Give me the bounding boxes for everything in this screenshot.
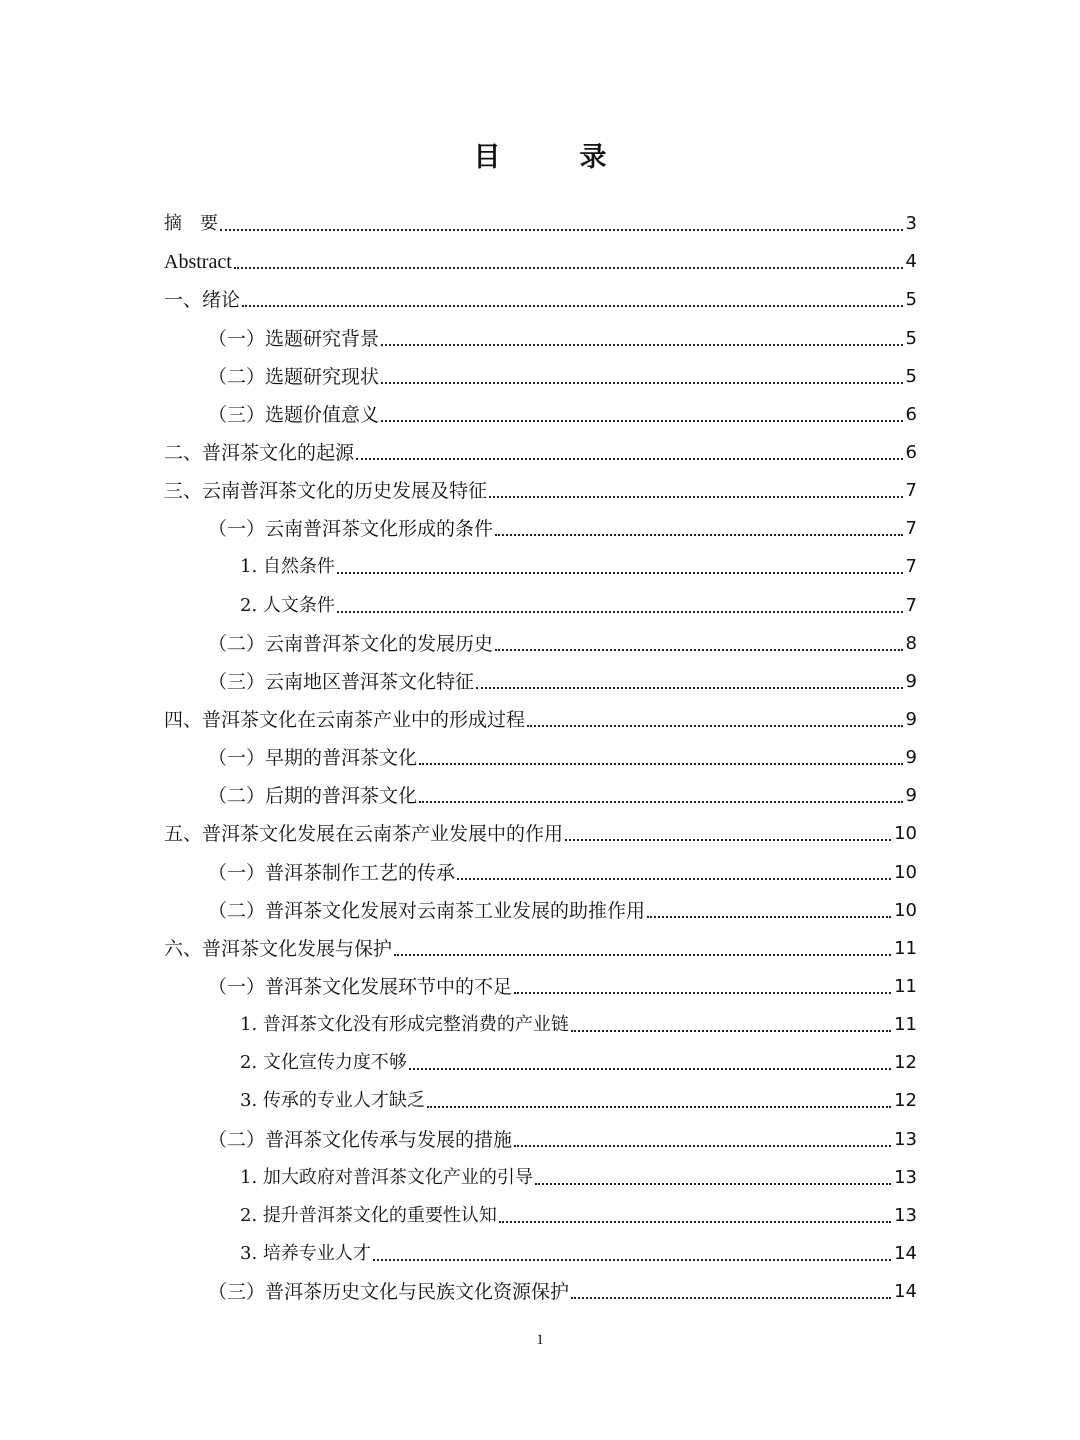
toc-entry-section-5-2[interactable] [164, 889, 917, 927]
dot-leader [394, 954, 891, 956]
toc-entry-label: （三）云南地区普洱茶文化特征 [208, 670, 475, 693]
toc-entry-label: （二）后期的普洱茶文化 [208, 785, 418, 808]
dot-leader [495, 534, 903, 536]
toc-entry-chapter-6[interactable] [164, 927, 917, 965]
dot-leader [514, 1145, 891, 1147]
dot-leader [489, 496, 903, 498]
toc-entry-page: 13 [894, 1128, 917, 1150]
toc-entry-label: 2. 提升普洱茶文化的重要性认知 [240, 1204, 497, 1226]
toc-entry-section-3-3[interactable] [164, 660, 917, 698]
toc-entry-label: （二）选题研究现状 [208, 365, 380, 388]
dot-leader [381, 420, 903, 422]
toc-entry-label: 三、云南普洱茶文化的历史发展及特征 [164, 480, 488, 503]
dot-leader [499, 1221, 891, 1223]
toc-entry-page: 9 [905, 708, 917, 730]
toc-entry-label: （一）普洱茶制作工艺的传承 [208, 861, 456, 884]
dot-leader [419, 801, 903, 803]
toc-entry-page: 4 [905, 251, 917, 273]
toc-entry-label: 六、普洱茶文化发展与保护 [164, 937, 393, 960]
dot-leader [242, 305, 903, 307]
toc-entry-page: 11 [894, 937, 917, 959]
dot-leader [495, 649, 903, 651]
toc-entry-label: （二）普洱茶文化传承与发展的措施 [208, 1128, 513, 1151]
toc-entry-label: （一）普洱茶文化发展环节中的不足 [208, 975, 513, 998]
dot-leader [337, 611, 903, 613]
toc-entry-label: 一、绪论 [164, 289, 241, 312]
toc-entry-label: 3. 传承的专业人才缺乏 [240, 1090, 425, 1112]
toc-entry-label: （一）云南普洱茶文化形成的条件 [208, 518, 494, 541]
toc-entry-page: 8 [905, 632, 917, 654]
toc-entry-page: 5 [905, 289, 917, 311]
toc-entry-section-1-1[interactable] [164, 316, 917, 354]
toc-entry-page: 9 [905, 785, 917, 807]
toc-entry-page: 13 [894, 1204, 917, 1226]
dot-leader [409, 1068, 891, 1070]
toc-entry-page: 11 [894, 1014, 917, 1036]
toc-entry-section-3-2[interactable] [164, 622, 917, 660]
toc-entry-subsection-6-1-2[interactable] [164, 1041, 917, 1079]
toc-entry-label: 2. 人文条件 [240, 594, 335, 616]
toc-entry-label: 四、普洱茶文化在云南茶产业中的形成过程 [164, 708, 526, 731]
dot-leader [220, 229, 903, 231]
toc-entry-section-3-1[interactable] [164, 507, 917, 545]
toc-entry-page: 12 [894, 1090, 917, 1112]
dot-leader [535, 1183, 891, 1185]
table-of-contents [164, 202, 917, 1308]
dot-leader [565, 839, 891, 841]
toc-entry-subsection-6-1-3[interactable] [164, 1079, 917, 1117]
dot-leader [234, 267, 903, 269]
dot-leader [457, 878, 891, 880]
toc-entry-subsection-6-2-1[interactable] [164, 1156, 917, 1194]
dot-leader [527, 725, 903, 727]
toc-entry-subsection-3-1-2[interactable] [164, 583, 917, 621]
toc-entry-page: 10 [894, 823, 917, 845]
toc-entry-chapter-1[interactable] [164, 278, 917, 316]
toc-entry-page: 10 [894, 899, 917, 921]
toc-entry-section-1-3[interactable] [164, 393, 917, 431]
page-number: 1 [536, 1332, 544, 1348]
toc-entry-section-4-1[interactable] [164, 736, 917, 774]
toc-entry-label: 2. 文化宣传力度不够 [240, 1052, 407, 1074]
dot-leader [476, 687, 903, 689]
toc-entry-subsection-6-2-2[interactable] [164, 1194, 917, 1232]
toc-entry-page: 9 [905, 747, 917, 769]
toc-entry-page: 6 [905, 441, 917, 463]
toc-entry-page: 7 [905, 594, 917, 616]
toc-entry-label: Abstract [164, 251, 232, 274]
toc-entry-chapter-5[interactable] [164, 812, 917, 850]
toc-entry-page: 7 [905, 518, 917, 540]
dot-leader [381, 382, 903, 384]
toc-entry-label: 五、普洱茶文化发展在云南茶产业发展中的作用 [164, 823, 564, 846]
toc-entry-page: 7 [905, 556, 917, 578]
toc-entry-page: 13 [894, 1166, 917, 1188]
toc-entry-page: 11 [894, 975, 917, 997]
toc-entry-label: 1. 普洱茶文化没有形成完整消费的产业链 [240, 1014, 569, 1036]
toc-entry-page: 12 [894, 1052, 917, 1074]
toc-entry-page: 7 [905, 480, 917, 502]
toc-entry-chapter-3[interactable] [164, 469, 917, 507]
toc-entry-chapter-4[interactable] [164, 698, 917, 736]
toc-entry-label: （二）云南普洱茶文化的发展历史 [208, 632, 494, 655]
toc-entry-section-5-1[interactable] [164, 850, 917, 888]
toc-entry-page: 10 [894, 861, 917, 883]
dot-leader [381, 344, 903, 346]
toc-entry-label: 1. 加大政府对普洱茶文化产业的引导 [240, 1166, 533, 1188]
dot-leader [427, 1106, 891, 1108]
toc-entry-subsection-3-1-1[interactable] [164, 545, 917, 583]
toc-entry-section-4-2[interactable] [164, 774, 917, 812]
toc-entry-page: 14 [894, 1242, 917, 1264]
toc-entry-section-1-2[interactable] [164, 355, 917, 393]
dot-leader [514, 992, 891, 994]
toc-entry-section-6-3[interactable] [164, 1270, 917, 1308]
toc-entry-page: 5 [905, 365, 917, 387]
document-title: 目 录 [473, 142, 633, 173]
dot-leader [337, 572, 903, 574]
toc-entry-chapter-2[interactable] [164, 431, 917, 469]
toc-entry-section-6-2[interactable] [164, 1117, 917, 1155]
toc-entry-label: （三）普洱茶历史文化与民族文化资源保护 [208, 1281, 570, 1304]
toc-entry-page: 9 [905, 670, 917, 692]
toc-entry-page: 14 [894, 1281, 917, 1303]
toc-entry-section-6-1[interactable] [164, 965, 917, 1003]
toc-entry-abstract-cn[interactable] [164, 202, 917, 240]
toc-entry-label: 1. 自然条件 [240, 556, 335, 578]
toc-entry-page: 3 [905, 213, 917, 235]
toc-entry-label: （三）选题价值意义 [208, 403, 380, 426]
toc-entry-page: 6 [905, 403, 917, 425]
toc-entry-subsection-6-1-1[interactable] [164, 1003, 917, 1041]
dot-leader [356, 458, 903, 460]
dot-leader [647, 916, 891, 918]
dot-leader [571, 1030, 891, 1032]
dot-leader [419, 763, 903, 765]
toc-entry-label: （一）早期的普洱茶文化 [208, 747, 418, 770]
toc-entry-subsection-6-2-3[interactable] [164, 1232, 917, 1270]
toc-entry-label: （二）普洱茶文化发展对云南茶工业发展的助推作用 [208, 899, 646, 922]
toc-entry-label: 摘 要 [164, 213, 218, 235]
toc-entry-label: 二、普洱茶文化的起源 [164, 441, 355, 464]
toc-entry-abstract-en[interactable] [164, 240, 917, 278]
toc-entry-page: 5 [905, 327, 917, 349]
dot-leader [571, 1297, 891, 1299]
dot-leader [373, 1259, 891, 1261]
toc-entry-label: 3. 培养专业人才 [240, 1242, 371, 1264]
toc-entry-label: （一）选题研究背景 [208, 327, 380, 350]
